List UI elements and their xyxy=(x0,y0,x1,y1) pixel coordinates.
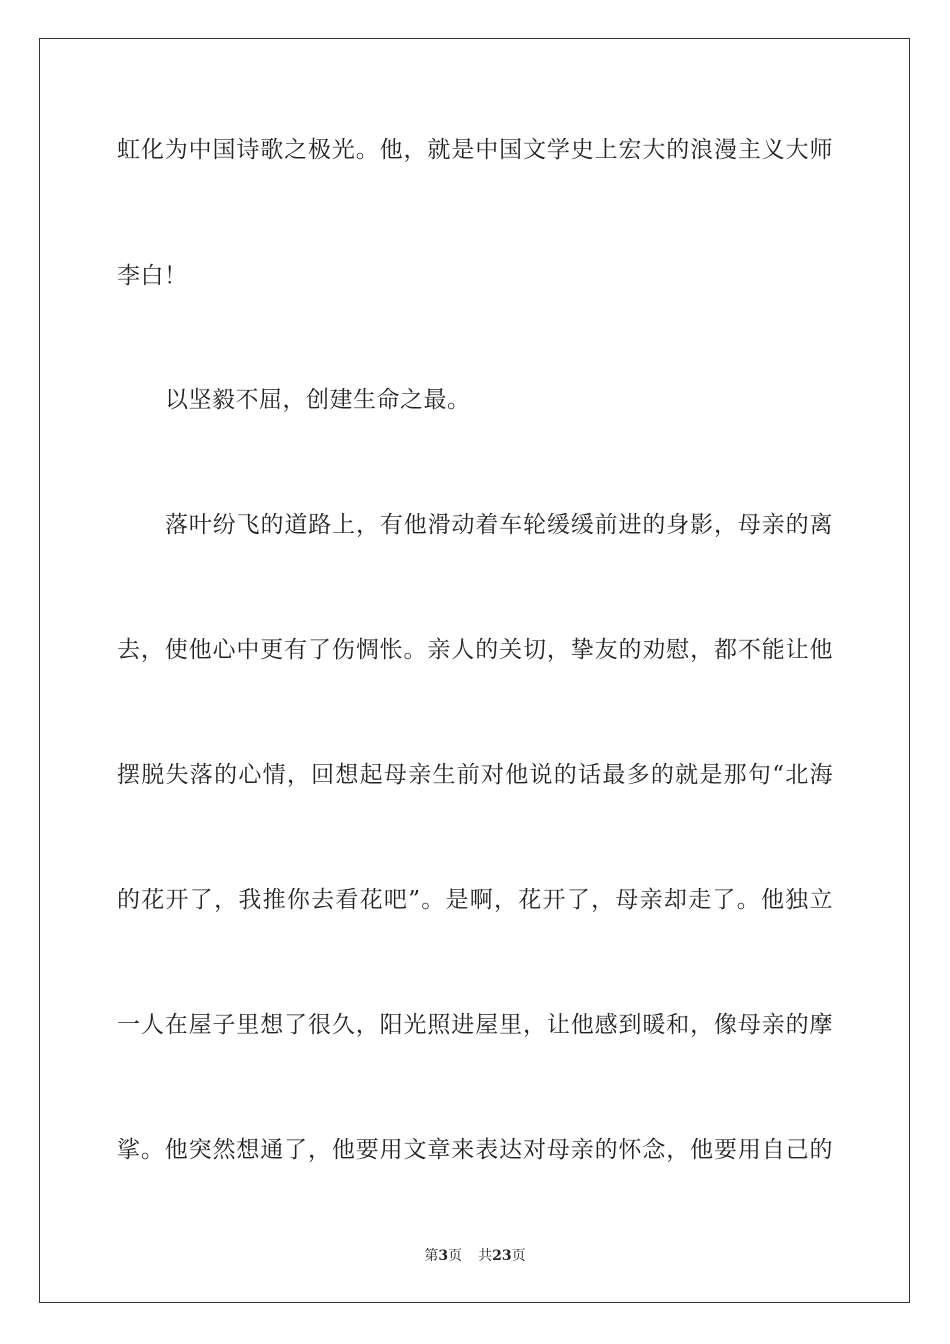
text-line-6: 摆脱失落的心情，回想起母亲生前对他说的话最多的就是那句“北海 xyxy=(117,762,833,788)
total-prefix: 共 xyxy=(478,1248,493,1264)
text-line-2: 李白！ xyxy=(117,263,188,289)
page-prefix: 第 xyxy=(424,1248,439,1264)
page-footer xyxy=(0,1245,950,1265)
text-line-1: 虹化为中国诗歌之极光。他，就是中国文学史上宏大的浪漫主义大师 xyxy=(117,137,833,163)
total-suffix: 页 xyxy=(511,1248,526,1264)
text-line-4: 落叶纷飞的道路上，有他滑动着车轮缓缓前进的身影，母亲的离 xyxy=(165,512,833,538)
text-line-7: 的花开了，我推你去看花吧”。是啊，花开了，母亲却走了。他独立 xyxy=(117,887,833,913)
total-pages-number: 23 xyxy=(492,1248,512,1264)
text-line-5: 去，使他心中更有了伤惆怅。亲人的关切，挚友的劝慰，都不能让他 xyxy=(117,637,833,663)
text-line-8: 一人在屋子里想了很久，阳光照进屋里，让他感到暖和，像母亲的摩 xyxy=(117,1012,833,1038)
text-line-3: 以坚毅不屈，创建生命之最。 xyxy=(165,387,471,413)
page-suffix: 页 xyxy=(448,1248,463,1264)
page-border xyxy=(39,38,910,1303)
text-line-9: 挲。他突然想通了，他要用文章来表达对母亲的怀念，他要用自己的 xyxy=(117,1137,833,1163)
current-page-number: 3 xyxy=(438,1248,449,1264)
